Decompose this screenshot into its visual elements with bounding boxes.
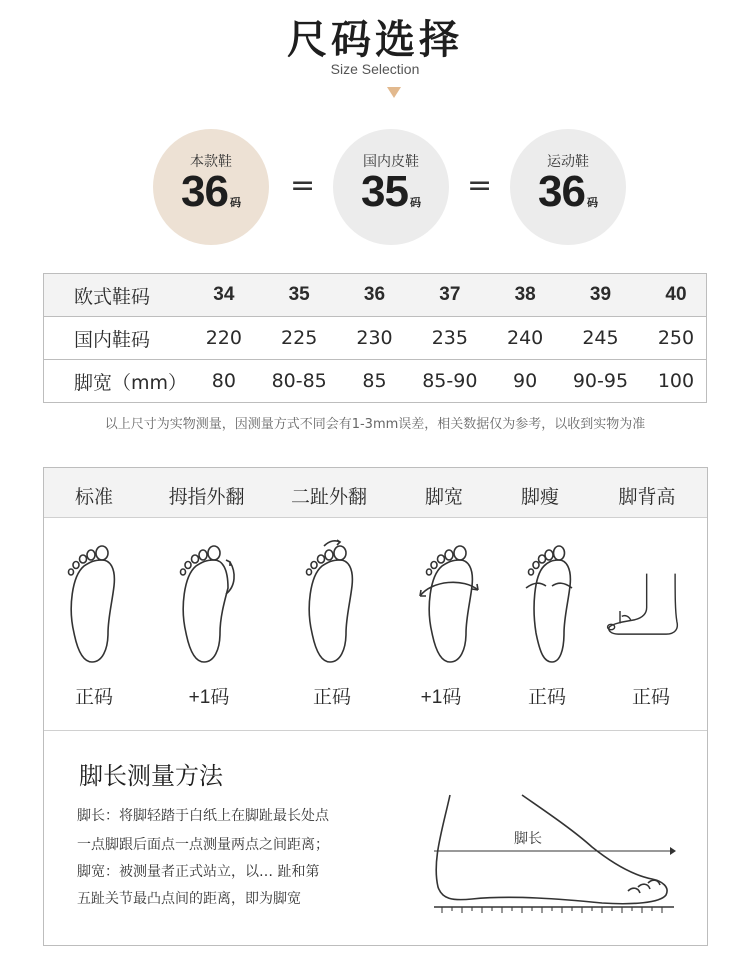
table-cell: 36	[345, 274, 405, 317]
size-circle-label: 本款鞋	[190, 154, 232, 170]
table-cell: 90	[495, 360, 555, 403]
table-row	[44, 317, 707, 360]
foot-verdict: +1码	[420, 687, 462, 708]
foot-type-label: 脚背高	[618, 486, 676, 508]
down-triangle-icon	[387, 87, 401, 98]
foot-type-label: 拇指外翻	[168, 486, 245, 508]
equals-sign: =	[290, 168, 316, 203]
size-circle-label: 运动鞋	[547, 154, 589, 170]
measurement-note: 以上尺寸为实物测量，因测量方式不同会有1-3mm误差，相关数据仅为参考，以收到实物为准	[104, 417, 646, 432]
table-cell: 37	[404, 274, 495, 317]
size-circle-leather-shoe	[333, 129, 449, 245]
foot-wide-icon	[412, 538, 492, 668]
foot-high-instep-icon	[604, 538, 684, 668]
table-cell: 250	[646, 317, 707, 360]
foot-standard-icon	[54, 538, 134, 668]
size-circle-sports-shoe	[510, 129, 626, 245]
table-row	[44, 274, 707, 317]
foot-guide-panel	[43, 467, 708, 946]
size-circle-label: 国内皮鞋	[363, 154, 419, 170]
foot-verdict: 正码	[74, 687, 113, 708]
size-circle-value: 35 码	[361, 167, 421, 216]
size-chart-table	[43, 273, 707, 403]
measure-text-line: 五趾关节最凸点间的距离，即为脚宽	[77, 891, 301, 907]
table-row	[44, 360, 707, 403]
section-divider	[44, 730, 707, 731]
page-title: 尺码选择	[287, 17, 463, 63]
equals-sign: =	[467, 168, 493, 203]
row-label: 国内鞋码	[44, 317, 195, 360]
table-cell: 85-90	[404, 360, 495, 403]
size-circle-this-shoe	[153, 129, 269, 245]
row-label: 欧式鞋码	[44, 274, 195, 317]
size-circle-value: 36 码	[181, 167, 241, 216]
measure-text-line: 脚宽：被测量者正式站立，以… 趾和第	[77, 864, 320, 880]
row-label: 脚宽（mm）	[44, 360, 195, 403]
table-cell: 38	[495, 274, 555, 317]
table-cell: 35	[254, 274, 345, 317]
diagram-label: 脚长	[514, 831, 542, 847]
table-cell: 245	[555, 317, 646, 360]
foot-type-label: 脚宽	[424, 486, 463, 508]
table-cell: 39	[555, 274, 646, 317]
foot-type-label: 脚瘦	[520, 486, 559, 508]
foot-verdict: +1码	[188, 687, 230, 708]
table-cell: 100	[646, 360, 707, 403]
table-cell: 235	[404, 317, 495, 360]
foot-narrow-icon	[512, 538, 592, 668]
foot-bunion-icon	[166, 538, 246, 668]
table-cell: 85	[345, 360, 405, 403]
foot-length-diagram-icon	[412, 791, 677, 921]
table-cell: 80	[194, 360, 254, 403]
table-cell: 40	[646, 274, 707, 317]
measure-text-line: 一点脚跟后面点一点测量两点之间距离；	[77, 837, 329, 853]
table-cell: 225	[254, 317, 345, 360]
table-cell: 220	[194, 317, 254, 360]
table-cell: 80-85	[254, 360, 345, 403]
foot-second-toe-icon	[292, 538, 372, 668]
size-circle-value: 36 码	[538, 167, 598, 216]
foot-verdict: 正码	[527, 687, 566, 708]
table-cell: 230	[345, 317, 405, 360]
foot-type-label: 标准	[74, 486, 113, 508]
table-cell: 90-95	[555, 360, 646, 403]
foot-verdict: 正码	[312, 687, 351, 708]
table-cell: 34	[194, 274, 254, 317]
measure-title: 脚长测量方法	[79, 762, 223, 790]
measure-text-line: 脚长：将脚轻踏于白纸上在脚趾最长处点	[77, 808, 329, 824]
foot-verdict: 正码	[631, 687, 670, 708]
page-subtitle: Size Selection	[330, 61, 420, 77]
foot-type-label: 二趾外翻	[290, 486, 367, 508]
table-cell: 240	[495, 317, 555, 360]
foot-type-header	[44, 468, 707, 518]
